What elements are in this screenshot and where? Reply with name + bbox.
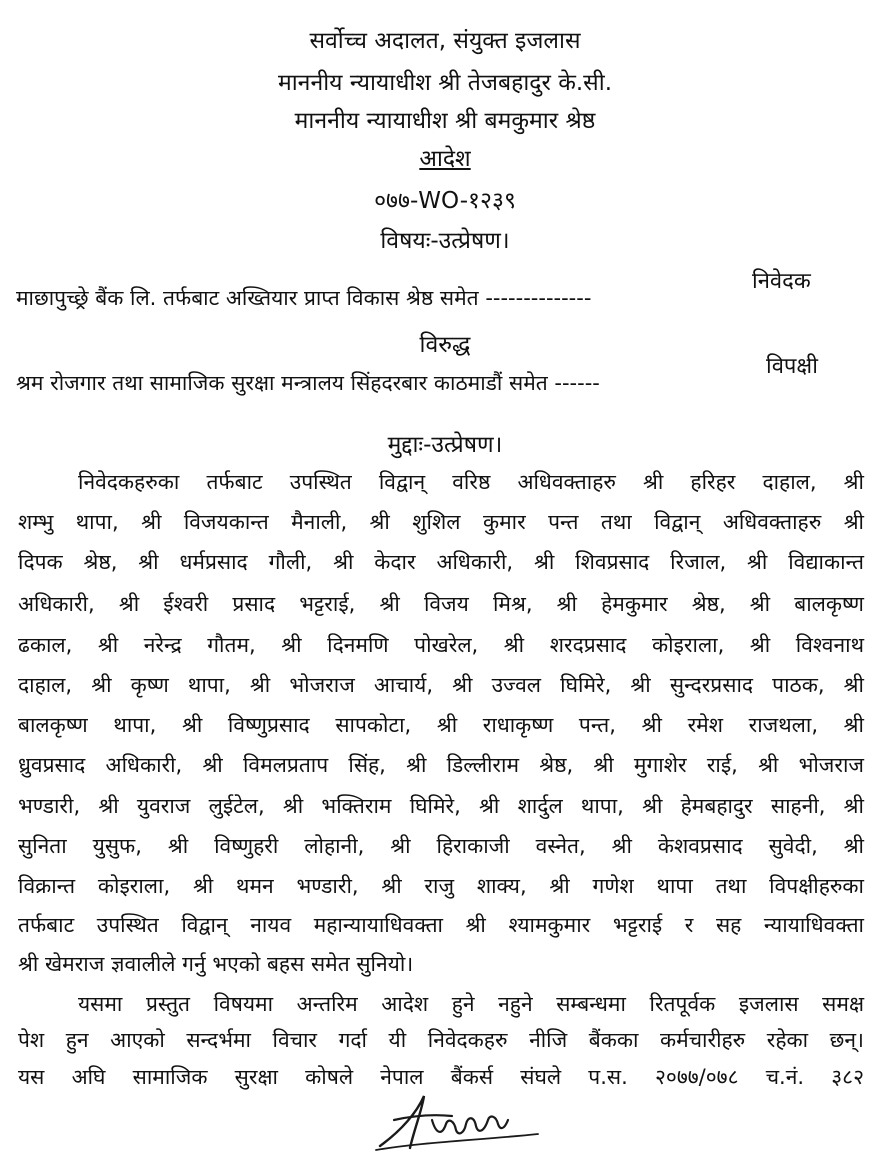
court-name: सर्वोच्च अदालत, संयुक्त इजलास xyxy=(309,28,581,54)
handwritten-signature xyxy=(372,1090,542,1152)
body-line-6: दाहाल, श्री कृष्ण थापा, श्री भोजराज आचार्य, श्री उज्वल घिमिरे, श्री सुन्दरप्रसाद पाठक, श्री xyxy=(18,673,864,697)
body-line-10: सुनिता युसुफ, श्री विष्णुहरी लोहानी, श्री हिराकाजी वस्नेत, श्री केशवप्रसाद सुवेदी, श्री xyxy=(18,834,864,858)
order-title: आदेश xyxy=(419,146,471,172)
respondent-role: विपक्षी xyxy=(766,354,818,379)
body-line-8: ध्रुवप्रसाद अधिकारी, श्री विमलप्रताप सिंह, श्री डिल्लीराम श्रेष्ठ, श्री मुगाशेर राई, श्री भोजराज xyxy=(18,753,864,777)
respondent-line: श्रम रोजगार तथा सामाजिक सुरक्षा मन्त्रालय सिंहदरबार काठमाडौं समेत ------ xyxy=(16,371,600,395)
body-line-1: निवेदकहरुका तर्फबाट उपस्थित विद्वान् वरिष्ठ अधिवक्ताहरु श्री हरिहर दाहाल, श्री xyxy=(78,470,864,494)
para2-line-2: पेश हुन आएको सन्दर्भमा विचार गर्दा यी निवेदकहरु नीजि बैंकका कर्मचारीहरु रहेका छन्। xyxy=(18,1028,864,1052)
body-line-3: दिपक श्रेष्ठ, श्री धर्मप्रसाद गौली, श्री केदार अधिकारी, श्री शिवप्रसाद रिजाल, श्री विद्याकान्त xyxy=(18,550,864,574)
body-line-4: अधिकारी, श्री ईश्वरी प्रसाद भट्टराई, श्री विजय मिश्र, श्री हेमकुमार श्रेष्ठ, श्री बालकृष्ण xyxy=(18,592,864,616)
case-number: ०७७-WO-१२३९ xyxy=(374,188,516,214)
body-line-13: श्री खेमराज ज्ञवालीले गर्नु भएको बहस समेत सुनियो। xyxy=(18,952,414,976)
para2-line-3: यस अघि सामाजिक सुरक्षा कोषले नेपाल बैंकर्स संघले प.स. २०७७/०७८ च.नं. ३८२ xyxy=(18,1065,864,1089)
petitioner-role: निवेदक xyxy=(752,269,811,294)
body-line-11: विक्रान्त कोइराला, श्री थमन भण्डारी, श्री राजु शाक्य, श्री गणेश थापा तथा विपक्षीहरुका xyxy=(18,874,864,898)
judge-2: माननीय न्यायाधीश श्री बमकुमार श्रेष्ठ xyxy=(294,108,596,134)
body-line-9: भण्डारी, श्री युवराज लुईटेल, श्री भक्तिराम घिमिरे, श्री शार्दुल थापा, श्री हेमबहादुर साहनी, श्री xyxy=(18,794,864,818)
petitioner-line: माछापुच्छ्रे बैंक लि. तर्फबाट अख्तियार प्राप्त विकास श्रेष्ठ समेत -------------- xyxy=(16,286,592,310)
body-line-5: ढकाल, श्री नरेन्द्र गौतम, श्री दिनमणि पोखरेल, श्री शरदप्रसाद कोइराला, श्री विश्वनाथ xyxy=(18,633,864,657)
body-line-12: तर्फबाट उपस्थित विद्वान् नायव महान्यायाधिवक्ता श्री श्यामकुमार भट्टराई र सह न्यायाधिवक्ता xyxy=(18,913,864,937)
issue-label: मुद्दाः-उत्प्रेषण। xyxy=(387,432,503,458)
para2-line-1: यसमा प्रस्तुत विषयमा अन्तरिम आदेश हुने नहुने सम्बन्धमा रितपूर्वक इजलास समक्ष xyxy=(78,992,864,1016)
subject: विषयः-उत्प्रेषण। xyxy=(380,228,510,254)
body-line-7: बालकृष्ण थापा, श्री विष्णुप्रसाद सापकोटा, श्री राधाकृष्ण पन्त, श्री रमेश राजथला, श्री xyxy=(18,713,864,737)
body-line-2: शम्भु थापा, श्री विजयकान्त मैनाली, श्री शुशिल कुमार पन्त तथा विद्वान् अधिवक्ताहरु श्री xyxy=(18,510,864,534)
judge-1: माननीय न्यायाधीश श्री तेजबहादुर के.सी. xyxy=(277,70,613,96)
versus-label: विरुद्ध xyxy=(419,332,471,358)
